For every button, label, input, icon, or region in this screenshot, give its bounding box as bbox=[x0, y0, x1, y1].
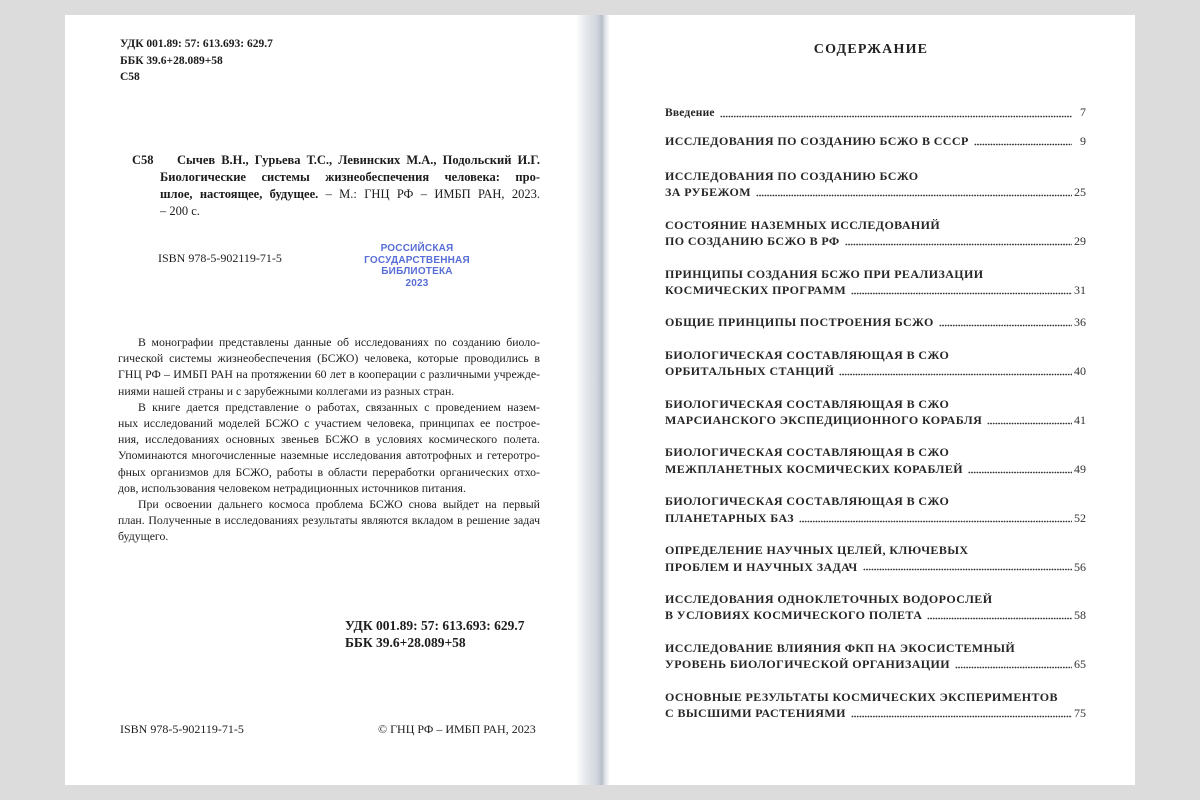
annotation-line: дов, использования человеком нетрадиционных источников питания. bbox=[118, 480, 466, 495]
toc-page-number: 7 bbox=[1080, 105, 1086, 119]
toc-entry-title: КОСМИЧЕСКИХ ПРОГРАММ bbox=[665, 283, 847, 298]
annotation-line: план. Полученные в исследованиях результаты являются вкладом в решение задач bbox=[118, 513, 540, 528]
dot-leader bbox=[939, 324, 1072, 327]
toc-entry-title: ОСНОВНЫЕ РЕЗУЛЬТАТЫ КОСМИЧЕСКИХ ЭКСПЕРИМЕНТОВ bbox=[665, 689, 1058, 704]
dot-leader bbox=[851, 715, 1072, 718]
copyright-notice: © ГНЦ РФ – ИМБП РАН, 2023 bbox=[378, 722, 536, 736]
annotation-line: гической системы жизнеобеспечения (БСЖО) человека, которые проводились в bbox=[118, 351, 540, 366]
toc-page-number: 52 bbox=[1074, 510, 1086, 525]
book-gutter-shadow bbox=[576, 15, 610, 785]
toc-entry-title: ОРБИТАЛЬНЫХ СТАНЦИЙ bbox=[665, 364, 835, 379]
toc-entry bbox=[665, 266, 1086, 299]
annotation-text bbox=[118, 334, 540, 545]
dot-leader bbox=[987, 422, 1072, 425]
annotation-line: будущего. bbox=[118, 529, 169, 544]
toc-entry bbox=[665, 396, 1086, 429]
toc-entry-title: ИССЛЕДОВАНИЕ ВЛИЯНИЯ ФКП НА ЭКОСИСТЕМНЫЙ bbox=[665, 640, 1016, 655]
toc-entry-title: ПО СОЗДАНИЮ БСЖО В РФ bbox=[665, 234, 840, 249]
toc-entry-title: БИОЛОГИЧЕСКАЯ СОСТАВЛЯЮЩАЯ В СЖО bbox=[665, 347, 950, 362]
dot-leader bbox=[720, 115, 1072, 118]
toc-entry-title: С ВЫСШИМИ РАСТЕНИЯМИ bbox=[665, 705, 846, 720]
toc-page-number: 36 bbox=[1074, 315, 1086, 330]
catalog-card-imprint: – М.: ГНЦ РФ – ИМБП РАН, 2023. bbox=[325, 187, 540, 201]
catalog-card-authors: Сычев В.Н., Гурьева Т.С., Левинских М.А., Подольский И.Г. bbox=[177, 153, 540, 167]
catalog-card-pages: – 200 с. bbox=[160, 204, 200, 218]
toc-page-number: 9 bbox=[1080, 134, 1086, 148]
stamp-line: БИБЛИОТЕКА bbox=[381, 266, 453, 278]
bottom-classification-codes bbox=[345, 618, 524, 651]
toc-entry-title: ЗА РУБЕЖОМ bbox=[665, 185, 752, 200]
catalog-card bbox=[160, 152, 540, 220]
udk-code: УДК 001.89: 57: 613.693: 629.7 bbox=[345, 618, 525, 633]
toc-entry bbox=[665, 640, 1086, 673]
toc-entry-title: ИССЛЕДОВАНИЯ ПО СОЗДАНИЮ БСЖО bbox=[665, 169, 919, 183]
toc-entry-title: Введение bbox=[665, 107, 715, 119]
stamp-line: ГОСУДАРСТВЕННАЯ bbox=[364, 254, 470, 266]
annotation-line: ГНЦ РФ – ИМБП РАН на протяжении 60 лет в кооперации с различными учрежде- bbox=[118, 367, 540, 382]
catalog-card-title-end: шлое, настоящее, будущее. bbox=[160, 187, 319, 201]
top-classification-codes bbox=[120, 36, 273, 86]
toc-entry-title: ПЛАНЕТАРНЫХ БАЗ bbox=[665, 510, 794, 525]
dot-leader bbox=[863, 568, 1072, 571]
catalog-card-title-imprint-line bbox=[160, 186, 540, 203]
isbn-number: ISBN 978-5-902119-71-5 bbox=[158, 251, 282, 265]
toc-entry bbox=[665, 314, 1086, 330]
toc-page-number: 41 bbox=[1074, 413, 1086, 428]
isbn-number-bottom: ISBN 978-5-902119-71-5 bbox=[120, 722, 244, 736]
dot-leader bbox=[927, 617, 1072, 620]
toc-entry bbox=[665, 104, 1086, 121]
catalog-card-author-mark: С58 bbox=[132, 153, 154, 167]
bbk-code: ББК 39.6+28.089+58 bbox=[120, 54, 223, 67]
toc-entry bbox=[665, 542, 1086, 575]
toc-entry bbox=[665, 689, 1086, 722]
toc-page-number: 56 bbox=[1074, 559, 1086, 574]
bbk-code: ББК 39.6+28.089+58 bbox=[345, 634, 466, 650]
toc-entry bbox=[665, 347, 1086, 380]
toc-entry-title: ПРОБЛЕМ И НАУЧНЫХ ЗАДАЧ bbox=[665, 559, 858, 574]
toc-entry bbox=[665, 591, 1086, 624]
toc-page-number: 31 bbox=[1074, 283, 1086, 298]
stamp-line: РОССИЙСКАЯ bbox=[380, 243, 454, 254]
dot-leader bbox=[799, 520, 1072, 523]
author-mark: С58 bbox=[120, 71, 140, 83]
toc-page-number: 58 bbox=[1074, 608, 1086, 623]
toc-entry-title: БИОЛОГИЧЕСКАЯ СОСТАВЛЯЮЩАЯ В СЖО bbox=[665, 445, 950, 460]
toc-page-number: 49 bbox=[1074, 461, 1086, 476]
toc-entry-title: УРОВЕНЬ БИОЛОГИЧЕСКОЙ ОРГАНИЗАЦИИ bbox=[665, 657, 950, 672]
dot-leader bbox=[968, 471, 1072, 474]
toc-entry-title: МАРСИАНСКОГО ЭКСПЕДИЦИОННОГО КОРАБЛЯ bbox=[665, 413, 983, 428]
toc-entry-title: ОПРЕДЕЛЕНИЕ НАУЧНЫХ ЦЕЛЕЙ, КЛЮЧЕВЫХ bbox=[665, 543, 969, 558]
annotation-line: Упоминаются многочисленные наземные исследования автотрофных и гетеротро- bbox=[118, 448, 540, 463]
annotation-line: ниями нашей страны и с зарубежными коллегами из разных стран. bbox=[118, 383, 455, 398]
toc-entry-title: БИОЛОГИЧЕСКАЯ СОСТАВЛЯЮЩАЯ В СЖО bbox=[665, 494, 950, 509]
library-stamp bbox=[362, 243, 472, 290]
toc-page-number: 65 bbox=[1074, 657, 1086, 672]
dot-leader bbox=[839, 373, 1072, 376]
toc-entry bbox=[665, 217, 1086, 250]
toc-entry bbox=[665, 493, 1086, 526]
toc-title: СОДЕРЖАНИЕ bbox=[813, 42, 929, 57]
toc-entry-title: БИОЛОГИЧЕСКАЯ СОСТАВЛЯЮЩАЯ В СЖО bbox=[665, 396, 950, 411]
toc-entry bbox=[665, 444, 1086, 477]
annotation-line: При освоении дальнего космоса проблема БСЖО снова выйдет на первый bbox=[138, 497, 540, 512]
stamp-line: 2023 bbox=[405, 278, 429, 290]
table-of-contents bbox=[665, 104, 1086, 737]
annotation-line: В монографии представлены данные об исследованиях по созданию биоло- bbox=[138, 335, 540, 349]
toc-entry bbox=[665, 133, 1086, 149]
toc-entry-title: ИССЛЕДОВАНИЯ ОДНОКЛЕТОЧНЫХ ВОДОРОСЛЕЙ bbox=[665, 591, 993, 606]
toc-entry-title: ОБЩИЕ ПРИНЦИПЫ ПОСТРОЕНИЯ БСЖО bbox=[665, 315, 934, 330]
annotation-line: ния, исследованиях основных звеньев БСЖО в условиях космического полета. bbox=[118, 432, 540, 447]
toc-page-number: 40 bbox=[1074, 364, 1086, 379]
toc-entry-title: В УСЛОВИЯХ КОСМИЧЕСКОГО ПОЛЕТА bbox=[665, 608, 923, 623]
toc-page-number: 25 bbox=[1074, 185, 1086, 200]
dot-leader bbox=[955, 666, 1072, 669]
dot-leader bbox=[845, 243, 1072, 246]
toc-page-number: 75 bbox=[1074, 705, 1086, 720]
annotation-line: ных исследований моделей БСЖО с участием человека, принципах ее построе- bbox=[118, 416, 540, 431]
dot-leader bbox=[756, 194, 1072, 197]
udk-code: УДК 001.89: 57: 613.693: 629.7 bbox=[120, 38, 273, 50]
catalog-card-title-line: Биологические системы жизнеобеспечения человека: про- bbox=[160, 170, 540, 184]
toc-entry-title: СОСТОЯНИЕ НАЗЕМНЫХ ИССЛЕДОВАНИЙ bbox=[665, 217, 941, 232]
toc-entry-title: ПРИНЦИПЫ СОЗДАНИЯ БСЖО ПРИ РЕАЛИЗАЦИИ bbox=[665, 266, 984, 281]
toc-page-number: 29 bbox=[1074, 234, 1086, 249]
dot-leader bbox=[974, 143, 1072, 146]
dot-leader bbox=[851, 292, 1072, 295]
annotation-line: фных организмов для БСЖО, работы в области переработки органических отхо- bbox=[118, 464, 540, 479]
toc-entry-title: ИССЛЕДОВАНИЯ ПО СОЗДАНИЮ БСЖО В СССР bbox=[665, 134, 969, 148]
toc-entry-title: МЕЖПЛАНЕТНЫХ КОСМИЧЕСКИХ КОРАБЛЕЙ bbox=[665, 461, 963, 476]
toc-entry bbox=[665, 168, 1086, 201]
annotation-line: В книге дается представление о работах, связанных с проведением назем- bbox=[138, 399, 540, 414]
